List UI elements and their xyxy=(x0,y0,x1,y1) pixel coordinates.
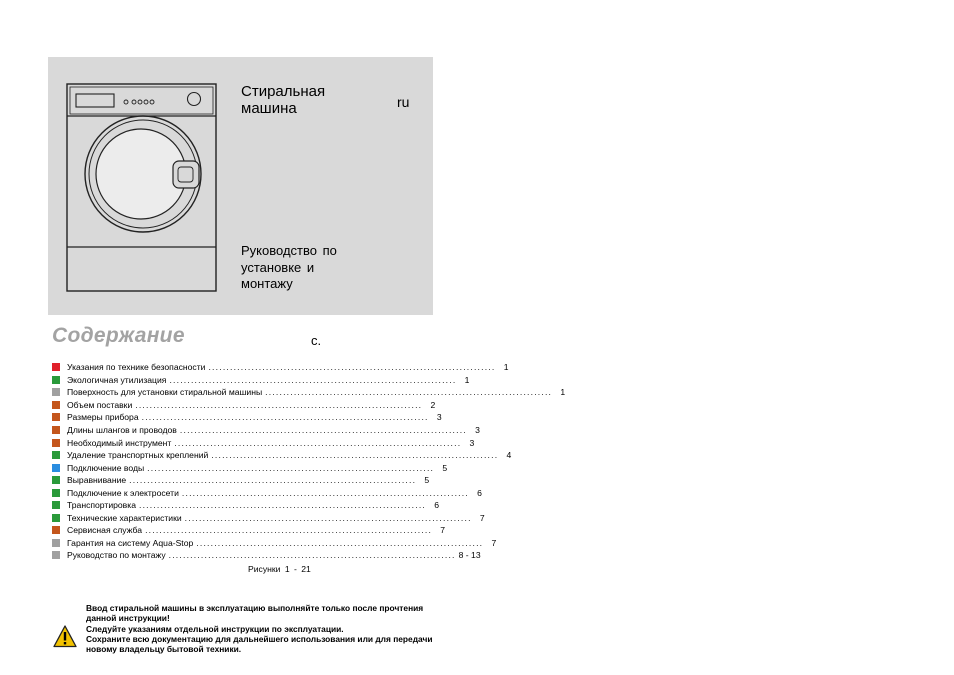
toc-leader-dots: ................................................................................ xyxy=(141,412,429,423)
toc-item xyxy=(52,524,446,537)
cover-subtitle-line-3: монтажу xyxy=(241,276,293,291)
toc-item-page: 3 xyxy=(475,425,480,435)
toc-color-marker xyxy=(52,514,60,522)
toc-leader-dots: ................................................................................ xyxy=(211,450,499,461)
toc-item xyxy=(52,474,430,487)
toc-leader-dots: ................................................................................ xyxy=(145,525,433,536)
toc-color-marker xyxy=(52,388,60,396)
contents-heading: Содержание xyxy=(52,324,185,347)
toc-item xyxy=(52,386,566,399)
cover-title-line-2: машина xyxy=(241,100,297,117)
toc-item xyxy=(52,424,480,437)
toc-item-page: 7 xyxy=(491,537,497,548)
cover-subtitle-line-1: Руководство по xyxy=(241,243,337,258)
toc-item-page: 5 xyxy=(442,462,448,473)
toc-item-page: 5 xyxy=(424,475,430,486)
toc-item-label: Удаление транспортных креплений xyxy=(67,450,209,461)
toc-leader-dots: ................................................................................ xyxy=(129,475,417,486)
toc-item-label: Указания по технике безопасности xyxy=(67,362,206,373)
notice-line-3: Сохраните всю документацию для дальнейшего использования или для передачи новому владельцу бытовой техники. xyxy=(86,633,433,655)
contents-page-label: с. xyxy=(311,333,322,348)
toc-color-marker xyxy=(52,413,60,421)
cover-subtitle xyxy=(241,243,337,293)
toc-item-page: 4 xyxy=(506,450,512,461)
toc-item xyxy=(52,461,448,474)
toc-item-label: Сервисная служба xyxy=(67,525,143,536)
language-code: ru xyxy=(397,94,410,110)
toc-item-page: 1 xyxy=(503,362,509,373)
toc-leader-dots: ................................................................................ xyxy=(208,362,496,373)
toc-item-label: Объем поставки xyxy=(67,399,133,410)
toc-leader-dots: ................................................................................ xyxy=(174,437,462,448)
toc-leader-dots: ................................................................................ xyxy=(135,399,423,410)
toc-item-label: Руководство по монтажу xyxy=(67,550,166,561)
toc-leader-dots: ................................................................................ xyxy=(147,462,435,473)
toc-leader-dots: ................................................................................ xyxy=(265,387,553,398)
toc-item xyxy=(52,549,481,562)
toc-leader-dots: ................................................................................ xyxy=(184,512,472,523)
toc-item-label: Размеры прибора xyxy=(67,412,139,423)
toc-item-label: Длины шлангов и проводов xyxy=(67,425,177,435)
toc-item xyxy=(52,512,485,525)
cover-subtitle-line-2: установке и xyxy=(241,259,315,275)
toc-item xyxy=(52,374,470,387)
toc-item-page: 7 xyxy=(479,512,485,523)
toc-color-marker xyxy=(52,439,60,447)
figures-note: Рисунки 1 - 21 xyxy=(248,564,311,574)
notice-line-1: Ввод стиральной машины в эксплуатацию выполняйте только после прочтения данной инструкции! xyxy=(86,603,424,624)
toc-color-marker xyxy=(52,501,60,509)
toc-color-marker xyxy=(52,376,60,384)
toc-item xyxy=(52,361,509,374)
toc-item-label: Поверхность для установки стиральной машины xyxy=(67,387,263,398)
toc-color-marker xyxy=(52,539,60,547)
toc-leader-dots: ................................................................................ xyxy=(138,500,426,511)
toc-item-label: Транспортировка xyxy=(67,500,136,511)
safety-notice xyxy=(86,603,441,654)
toc-item-label: Гарантия на систему Aqua-Stop xyxy=(67,537,194,548)
toc-item-page: 2 xyxy=(430,399,436,410)
warning-triangle-icon xyxy=(53,625,77,648)
cover-title-line-1: Стиральная xyxy=(241,83,326,100)
toc-item-page: 1 xyxy=(464,374,470,385)
toc-item-label: Выравнивание xyxy=(67,475,127,486)
toc-color-marker xyxy=(52,363,60,371)
toc-item-page: 6 xyxy=(434,500,439,511)
toc-item-page: 7 xyxy=(440,525,446,536)
toc-item xyxy=(52,449,512,462)
toc-color-marker xyxy=(52,489,60,497)
toc-item-label: Технические характеристики xyxy=(67,512,182,523)
toc-color-marker xyxy=(52,526,60,534)
toc-item xyxy=(52,537,497,550)
toc-color-marker xyxy=(52,426,60,434)
toc-leader-dots: ................................................................................ xyxy=(196,537,484,548)
toc-item-page: 3 xyxy=(436,412,442,423)
table-of-contents xyxy=(52,361,566,562)
toc-item-label: Подключение воды xyxy=(67,462,145,473)
toc-color-marker xyxy=(52,464,60,472)
toc-item-page: 6 xyxy=(477,487,482,498)
notice-line-2: Следуйте указаниям отдельной инструкции по эксплуатации. xyxy=(86,623,344,634)
toc-item xyxy=(52,399,436,412)
toc-item-page: 8 - 13 xyxy=(458,550,481,561)
toc-color-marker xyxy=(52,551,60,559)
toc-item xyxy=(52,411,442,424)
toc-color-marker xyxy=(52,476,60,484)
toc-item xyxy=(52,436,475,449)
toc-leader-dots: ................................................................................ xyxy=(169,374,457,385)
toc-item xyxy=(52,486,482,499)
toc-color-marker xyxy=(52,451,60,459)
toc-item-page: 1 xyxy=(560,387,566,398)
washing-machine-illustration xyxy=(66,83,218,293)
toc-color-marker xyxy=(52,401,60,409)
cover-panel xyxy=(48,57,433,315)
toc-item xyxy=(52,499,439,512)
toc-item-label: Подключение к электросети xyxy=(67,487,179,498)
toc-item-page: 3 xyxy=(469,437,475,448)
toc-item-label: Экологичная утилизация xyxy=(67,374,167,385)
toc-leader-dots: ................................................................................ xyxy=(181,487,469,498)
cover-title xyxy=(241,83,325,117)
toc-leader-dots: ................................................................................ xyxy=(179,425,467,435)
toc-leader-dots: ................................................................................ xyxy=(168,550,456,561)
toc-item-label: Необходимый инструмент xyxy=(67,437,172,448)
